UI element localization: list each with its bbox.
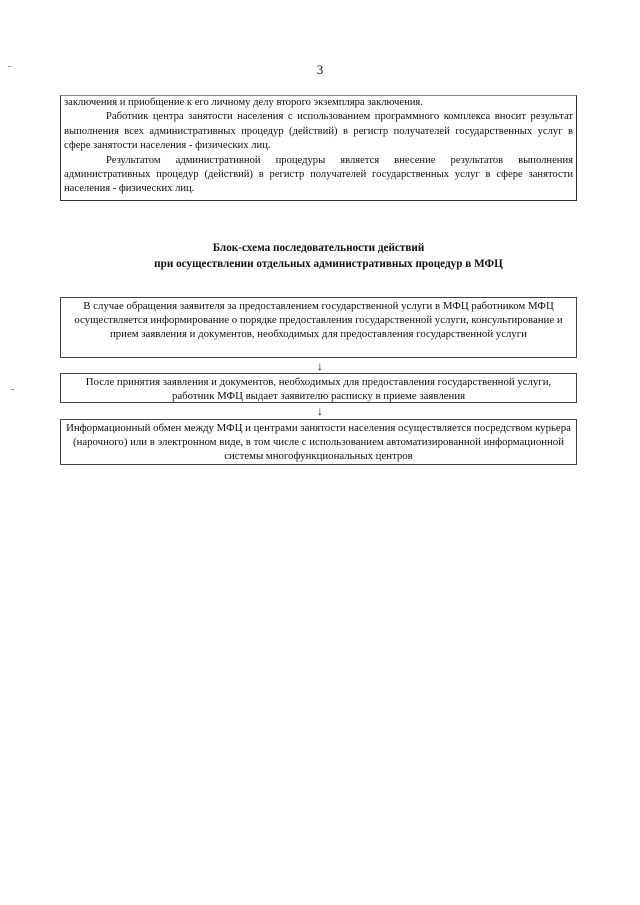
paragraph-procedure-result: Результатом административной процедуры является внесение результатов выполнения административных процедур (действий) в регистр получателей государственных услуг в сфере занятости населения - физических лиц. bbox=[64, 154, 573, 195]
paragraph-conclusion: заключения и приобщение к его личному делу второго экземпляра заключения. bbox=[64, 97, 423, 108]
paragraph-employee-registry: Работник центра занятости населения с использованием программного комплекса вносит результат выполнения всех административных процедур (действий) в регистр получателей государственных услуг в сфере занятости населения - физических лиц. bbox=[64, 111, 573, 152]
flowchart-step-reception: В случае обращения заявителя за предоставлением государственной услуги в МФЦ работником МФЦ осуществляется информирование о порядке предоставления государственной услуги, консультирование и прием заявления и документов, необходимых для предоставления государственной услуги bbox=[60, 297, 577, 358]
down-arrow-icon: ↓ bbox=[317, 359, 323, 373]
down-arrow-icon: ↓ bbox=[317, 404, 323, 418]
flowchart-title bbox=[60, 241, 577, 272]
flowchart-title-line2: при осуществлении отдельных административных процедур в МФЦ bbox=[154, 257, 503, 270]
flowchart-step-information-exchange: Информационный обмен между МФЦ и центрами занятости населения осуществляется посредством курьера (нарочного) или в электронном виде, в том числе с использованием автоматизированной информационной системы многофункциональных центров bbox=[60, 419, 577, 465]
continued-text-box bbox=[60, 95, 577, 201]
page-number: 3 bbox=[316, 62, 324, 77]
scan-speck bbox=[11, 389, 14, 390]
flowchart-step-receipt: После принятия заявления и документов, необходимых для предоставления государственной услуги, работник МФЦ выдает заявителю расписку в приеме заявления bbox=[60, 373, 577, 403]
flowchart-title-line1: Блок-схема последовательности действий bbox=[212, 242, 425, 254]
scan-speck bbox=[8, 66, 11, 67]
